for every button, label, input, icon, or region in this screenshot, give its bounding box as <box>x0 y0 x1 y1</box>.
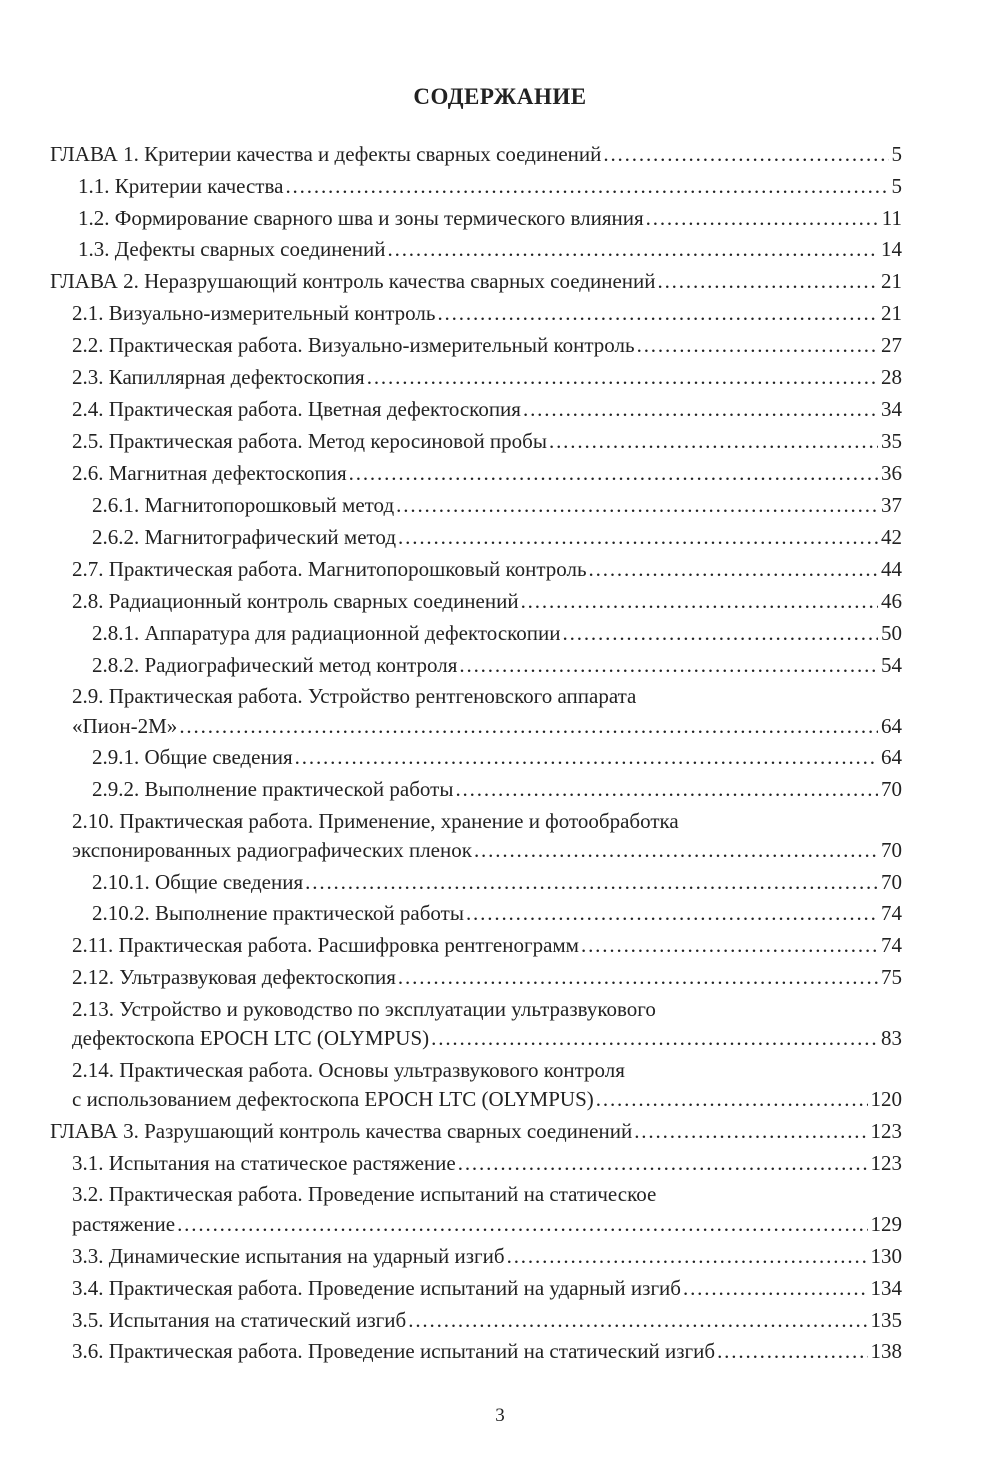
toc-entry-title-first-line[interactable]: 2.10. Практическая работа. Применение, хранение и фотообработка <box>72 809 679 833</box>
toc-entry-title: 2.8. Радиационный контроль сварных соединений <box>72 589 519 613</box>
toc-entry-page: 21 <box>881 269 902 293</box>
toc-entry-title: 2.2. Практическая работа. Визуально-измерительный контроль <box>72 333 635 357</box>
toc-entry-title: экспонированных радиографических пленок <box>72 838 472 862</box>
toc-entry[interactable] <box>72 961 902 993</box>
toc-entry-page: 83 <box>881 1026 902 1050</box>
toc-entry[interactable] <box>92 617 902 649</box>
dot-leader <box>295 741 878 773</box>
dot-leader <box>521 585 878 617</box>
dot-leader <box>305 866 878 898</box>
toc-entry[interactable] <box>72 457 902 489</box>
dot-leader <box>179 710 878 742</box>
dot-leader <box>523 393 878 425</box>
dot-leader <box>596 1083 868 1115</box>
toc-entry[interactable] <box>72 710 902 742</box>
toc-entry[interactable] <box>72 1240 902 1272</box>
dot-leader <box>398 521 878 553</box>
dot-leader <box>177 1208 867 1240</box>
dot-leader <box>474 834 878 866</box>
toc-entry-page: 135 <box>870 1308 902 1332</box>
dot-leader <box>398 961 878 993</box>
dot-leader <box>646 202 879 234</box>
dot-leader <box>458 1147 868 1179</box>
dot-leader <box>408 1304 867 1336</box>
dot-leader <box>549 425 878 457</box>
toc-entry-title: 2.5. Практическая работа. Метод керосиновой пробы <box>72 429 547 453</box>
dot-leader <box>637 329 878 361</box>
toc-entry[interactable] <box>72 425 902 457</box>
page-title: СОДЕРЖАНИЕ <box>413 84 587 109</box>
toc-entry-page: 75 <box>881 965 902 989</box>
toc-entry[interactable] <box>72 1304 902 1336</box>
toc-entry[interactable] <box>92 521 902 553</box>
toc-entry[interactable] <box>78 202 902 234</box>
toc-entry-title: ГЛАВА 1. Критерии качества и дефекты сварных соединений <box>50 142 602 166</box>
toc-entry-page: 14 <box>881 237 902 261</box>
toc-entry-title: 2.8.2. Радиографический метод контроля <box>92 653 458 677</box>
toc-entry[interactable] <box>50 1115 902 1147</box>
toc-entry-title: 2.10.2. Выполнение практической работы <box>92 901 464 925</box>
toc-entry-page: 64 <box>881 714 902 738</box>
dot-leader <box>396 489 878 521</box>
toc-entry[interactable] <box>72 585 902 617</box>
dot-leader <box>683 1272 868 1304</box>
dot-leader <box>455 773 878 805</box>
toc-entry-page: 36 <box>881 461 902 485</box>
toc-entry[interactable] <box>92 489 902 521</box>
toc-entry-title: дефектоскопа EPOCH LTC (OLYMPUS) <box>72 1026 430 1050</box>
toc-entry[interactable] <box>92 741 902 773</box>
toc-entry-title: ГЛАВА 3. Разрушающий контроль качества сварных соединений <box>50 1119 633 1143</box>
toc-entry-title: 2.4. Практическая работа. Цветная дефектоскопия <box>72 397 521 421</box>
dot-leader <box>431 1022 878 1054</box>
toc-entry[interactable] <box>72 1272 902 1304</box>
toc-entry-page: 21 <box>881 301 902 325</box>
toc-entry-page: 120 <box>870 1087 902 1111</box>
toc-entry[interactable] <box>50 138 902 170</box>
dot-leader <box>388 233 879 265</box>
toc-entry-title: растяжение <box>72 1212 176 1236</box>
toc-entry[interactable] <box>72 929 902 961</box>
toc-entry-page: 123 <box>870 1119 902 1143</box>
toc-entry-title: 3.3. Динамические испытания на ударный изгиб <box>72 1244 505 1268</box>
toc-entry-title: «Пион-2М» <box>72 714 178 738</box>
dot-leader <box>603 138 888 170</box>
toc-entry-title: 3.6. Практическая работа. Проведение испытаний на статический изгиб <box>72 1339 716 1363</box>
toc-entry[interactable] <box>72 297 902 329</box>
toc-entry-title: 2.7. Практическая работа. Магнитопорошковый контроль <box>72 557 587 581</box>
toc-entry-title: 1.3. Дефекты сварных соединений <box>78 237 386 261</box>
toc-entry-page: 35 <box>881 429 902 453</box>
toc-entry-title: 2.6.1. Магнитопорошковый метод <box>92 493 395 517</box>
toc-entry-title-first-line[interactable]: 2.13. Устройство и руководство по эксплуатации ультразвукового <box>72 997 656 1021</box>
toc-entry[interactable] <box>72 361 902 393</box>
toc-entry-page: 46 <box>881 589 902 613</box>
toc-entry-title: 2.1. Визуально-измерительный контроль <box>72 301 436 325</box>
dot-leader <box>367 361 878 393</box>
toc-entry-page: 70 <box>881 838 902 862</box>
toc-entry-title: 1.1. Критерии качества <box>78 174 284 198</box>
toc-entry-page: 50 <box>881 621 902 645</box>
toc-entry-title: 2.8.1. Аппаратура для радиационной дефектоскопии <box>92 621 561 645</box>
toc-entry[interactable] <box>50 265 902 297</box>
toc-entry-page: 44 <box>881 557 902 581</box>
dot-leader <box>285 170 888 202</box>
toc-entry[interactable] <box>72 1083 902 1115</box>
toc-entry-page: 70 <box>881 777 902 801</box>
toc-entry-page: 74 <box>881 933 902 957</box>
toc-entry-title: 2.9.1. Общие сведения <box>92 745 293 769</box>
toc-entry-title: 2.3. Капиллярная дефектоскопия <box>72 365 365 389</box>
dot-leader <box>507 1240 868 1272</box>
toc-entry-page: 64 <box>881 745 902 769</box>
toc-entry-page: 138 <box>870 1339 902 1363</box>
toc-entry[interactable] <box>92 866 902 898</box>
toc-entry-page: 11 <box>881 206 902 230</box>
toc-entry-page: 134 <box>870 1276 902 1300</box>
toc-entry[interactable] <box>72 1208 902 1240</box>
toc-entry-title: 2.9.2. Выполнение практической работы <box>92 777 454 801</box>
toc-entry-title: с использованием дефектоскопа EPOCH LTC (OLYMPUS) <box>72 1087 594 1111</box>
toc-entry-page: 42 <box>881 525 902 549</box>
toc-entry-page: 5 <box>891 142 902 166</box>
toc-entry-title: 2.6.2. Магнитографический метод <box>92 525 397 549</box>
page-number: 3 <box>495 1405 505 1426</box>
toc-entry[interactable] <box>72 834 902 866</box>
toc-entry-page: 70 <box>881 870 902 894</box>
toc-entry-title: 2.6. Магнитная дефектоскопия <box>72 461 347 485</box>
toc-entry-title-first-line[interactable]: 2.14. Практическая работа. Основы ультразвукового контроля <box>72 1058 625 1082</box>
toc-entry-title: 2.11. Практическая работа. Расшифровка рентгенограмм <box>72 933 579 957</box>
toc-entry-page: 5 <box>891 174 902 198</box>
toc-entry-page: 27 <box>881 333 902 357</box>
dot-leader <box>459 649 878 681</box>
toc-entry-title-first-line[interactable]: 2.9. Практическая работа. Устройство рентгеновского аппарата <box>72 684 637 708</box>
toc-entry-title: 2.12. Ультразвуковая дефектоскопия <box>72 965 396 989</box>
toc-entry[interactable] <box>72 329 902 361</box>
toc-entry-title: 2.10.1. Общие сведения <box>92 870 304 894</box>
toc-entry-title: 3.1. Испытания на статическое растяжение <box>72 1151 456 1175</box>
toc-entry-title: 3.4. Практическая работа. Проведение испытаний на ударный изгиб <box>72 1276 681 1300</box>
toc-entry-page: 54 <box>881 653 902 677</box>
toc-entry[interactable] <box>72 1335 902 1367</box>
toc-entry[interactable] <box>92 897 902 929</box>
dot-leader <box>581 929 878 961</box>
dot-leader <box>437 297 878 329</box>
toc-entry[interactable] <box>72 393 902 425</box>
toc-entry[interactable] <box>92 649 902 681</box>
dot-leader <box>589 553 878 585</box>
toc-entry-page: 34 <box>881 397 902 421</box>
dot-leader <box>657 265 878 297</box>
toc-entry-title: 3.5. Испытания на статический изгиб <box>72 1308 407 1332</box>
dot-leader <box>717 1335 867 1367</box>
toc-entry[interactable] <box>72 553 902 585</box>
toc-entry[interactable] <box>72 1022 902 1054</box>
dot-leader <box>349 457 878 489</box>
toc-entry-page: 123 <box>870 1151 902 1175</box>
dot-leader <box>563 617 878 649</box>
dot-leader <box>466 897 878 929</box>
toc-entry[interactable] <box>78 233 902 265</box>
toc-entry[interactable] <box>92 773 902 805</box>
toc-entry-page: 37 <box>881 493 902 517</box>
toc-entry-page: 74 <box>881 901 902 925</box>
toc-entry-title: 1.2. Формирование сварного шва и зоны термического влияния <box>78 206 644 230</box>
toc-entry-page: 129 <box>870 1212 902 1236</box>
toc-entry-page: 130 <box>870 1244 902 1268</box>
toc-entry[interactable] <box>78 170 902 202</box>
toc-entry[interactable] <box>72 1147 902 1179</box>
toc-entry-page: 28 <box>881 365 902 389</box>
dot-leader <box>634 1115 867 1147</box>
toc-entry-title-first-line[interactable]: 3.2. Практическая работа. Проведение испытаний на статическое <box>72 1182 657 1206</box>
toc-entry-title: ГЛАВА 2. Неразрушающий контроль качества сварных соединений <box>50 269 656 293</box>
